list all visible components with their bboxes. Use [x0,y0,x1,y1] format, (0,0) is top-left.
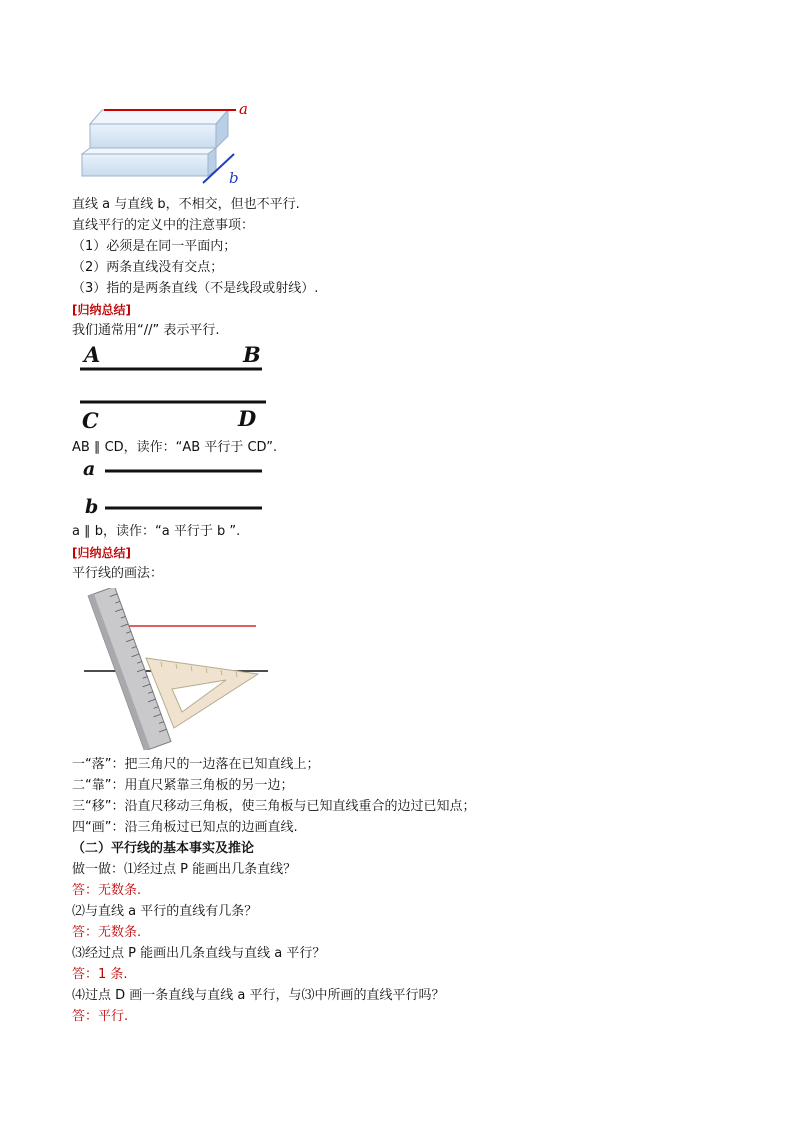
step-line: 四“画”：沿三角板过已知点的边画直线. [72,820,298,835]
label-a: a [239,100,248,118]
label-b: b [229,169,239,187]
text-line: （1）必须是在同一平面内； [72,239,237,254]
a-b-lines [104,465,264,513]
label-a-small: a [83,458,96,480]
text-line: 直线 a 与直线 b，不相交，但也不平行. [72,197,300,212]
label-B: B [243,342,261,367]
step-line: 三“移”：沿直尺移动三角板，使三角板与已知直线重合的边过已知点； [72,799,476,814]
label-A: A [84,342,101,367]
label-b-small: b [85,496,99,518]
label-D: D [238,406,257,431]
text-line: AB ∥ CD，读作：“AB 平行于 CD”. [72,440,278,455]
answer-line: 答：无数条. [72,883,142,898]
text-line: 我们通常用“//” 表示平行. [72,323,220,338]
answer-line: 答：1 条. [72,967,128,982]
question-line: 做一做：⑴经过点 P 能画出几条直线？ [72,862,297,877]
answer-line: 答：无数条. [72,925,142,940]
label-C: C [82,408,99,433]
text-line: a ∥ b，读作：“a 平行于 b ”. [72,524,241,539]
question-line: ⑵与直线 a 平行的直线有几条？ [72,904,258,919]
question-line: ⑷过点 D 画一条直线与直线 a 平行，与⑶中所画的直线平行吗？ [72,988,445,1003]
summary-heading: [归纳总结] [72,546,131,560]
step-line: 二“靠”：用直尺紧靠三角板的另一边； [72,778,294,793]
text-line: 直线平行的定义中的注意事项： [72,218,255,233]
step-line: 一“落”：把三角尺的一边落在已知直线上； [72,757,320,772]
text-line: （3）指的是两条直线（不是线段或射线）. [72,281,319,296]
ab-cd-lines [78,360,268,406]
text-line: 平行线的画法： [72,566,164,581]
question-line: ⑶经过点 P 能画出几条直线与直线 a 平行？ [72,946,326,961]
section-heading: （二）平行线的基本事实及推论 [72,841,255,856]
ruler-triangle-figure [76,588,276,750]
text-line: （2）两条直线没有交点； [72,260,224,275]
answer-line: 答：平行. [72,1009,129,1024]
summary-heading: [归纳总结] [72,303,131,317]
